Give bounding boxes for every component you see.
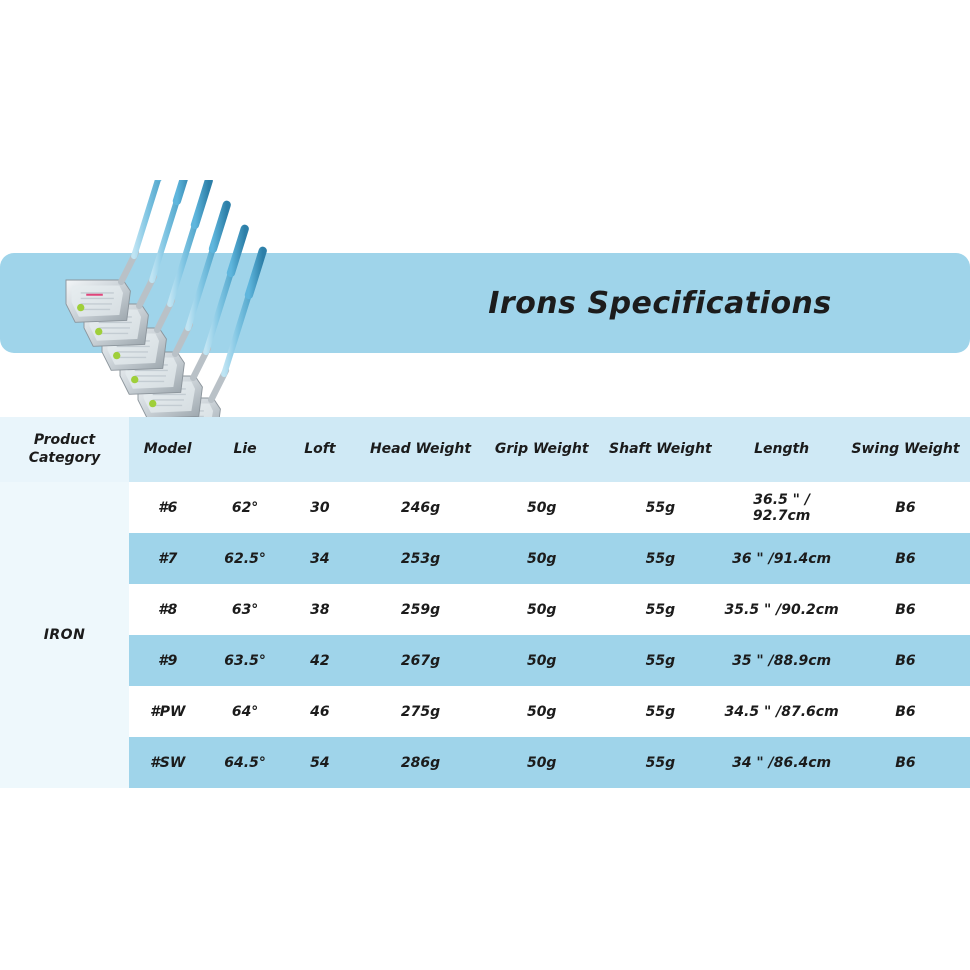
cell-length: 36 " /91.4cm xyxy=(722,533,841,584)
table-row xyxy=(0,635,970,686)
cell-model: #9 xyxy=(129,635,206,686)
cell-grip-weight: 50g xyxy=(485,482,599,533)
cell-model: #7 xyxy=(129,533,206,584)
cell-grip-weight: 50g xyxy=(485,737,599,788)
column-header-shaft-weight: Shaft Weight xyxy=(598,417,722,482)
column-header-grip-weight: Grip Weight xyxy=(485,417,599,482)
cell-loft: 38 xyxy=(284,584,356,635)
cell-model: #PW xyxy=(129,686,206,737)
column-header-lie: Lie xyxy=(206,417,283,482)
cell-grip-weight: 50g xyxy=(485,533,599,584)
table-header-row xyxy=(0,417,970,482)
cell-swing-weight: B6 xyxy=(841,482,970,533)
cell-length: 35.5 " /90.2cm xyxy=(722,584,841,635)
cell-lie: 63.5° xyxy=(206,635,283,686)
cell-length: 35 " /88.9cm xyxy=(722,635,841,686)
cell-head-weight: 246g xyxy=(356,482,485,533)
column-header-loft: Loft xyxy=(284,417,356,482)
cell-lie: 62.5° xyxy=(206,533,283,584)
cell-loft: 46 xyxy=(284,686,356,737)
cell-model: #SW xyxy=(129,737,206,788)
table-row xyxy=(0,584,970,635)
cell-shaft-weight: 55g xyxy=(598,737,722,788)
cell-swing-weight: B6 xyxy=(841,533,970,584)
table-row xyxy=(0,737,970,788)
cell-swing-weight: B6 xyxy=(841,737,970,788)
cell-shaft-weight: 55g xyxy=(598,533,722,584)
cell-lie: 64° xyxy=(206,686,283,737)
cell-lie: 63° xyxy=(206,584,283,635)
cell-length: 34.5 " /87.6cm xyxy=(722,686,841,737)
cell-loft: 54 xyxy=(284,737,356,788)
irons-specifications-table xyxy=(0,417,970,788)
cell-shaft-weight: 55g xyxy=(598,686,722,737)
cell-head-weight: 286g xyxy=(356,737,485,788)
cell-swing-weight: B6 xyxy=(841,635,970,686)
cell-loft: 30 xyxy=(284,482,356,533)
cell-shaft-weight: 55g xyxy=(598,482,722,533)
cell-shaft-weight: 55g xyxy=(598,584,722,635)
category-label-iron: IRON xyxy=(0,482,129,788)
cell-shaft-weight: 55g xyxy=(598,635,722,686)
column-header-model: Model xyxy=(129,417,206,482)
table-row xyxy=(0,686,970,737)
column-header-length: Length xyxy=(722,417,841,482)
cell-head-weight: 253g xyxy=(356,533,485,584)
table-row xyxy=(0,533,970,584)
cell-loft: 34 xyxy=(284,533,356,584)
cell-length: 36.5 " / 92.7cm xyxy=(722,482,841,533)
cell-grip-weight: 50g xyxy=(485,635,599,686)
cell-loft: 42 xyxy=(284,635,356,686)
cell-swing-weight: B6 xyxy=(841,584,970,635)
cell-swing-weight: B6 xyxy=(841,686,970,737)
cell-head-weight: 275g xyxy=(356,686,485,737)
column-header-head-weight: Head Weight xyxy=(356,417,485,482)
cell-grip-weight: 50g xyxy=(485,584,599,635)
cell-lie: 64.5° xyxy=(206,737,283,788)
cell-length: 34 " /86.4cm xyxy=(722,737,841,788)
cell-grip-weight: 50g xyxy=(485,686,599,737)
table-row xyxy=(0,482,970,533)
cell-head-weight: 259g xyxy=(356,584,485,635)
banner-title: Irons Specifications xyxy=(488,285,832,321)
column-header-product-category: Product Category xyxy=(0,417,129,482)
cell-model: #8 xyxy=(129,584,206,635)
cell-model: #6 xyxy=(129,482,206,533)
column-header-swing-weight: Swing Weight xyxy=(841,417,970,482)
cell-lie: 62° xyxy=(206,482,283,533)
cell-head-weight: 267g xyxy=(356,635,485,686)
